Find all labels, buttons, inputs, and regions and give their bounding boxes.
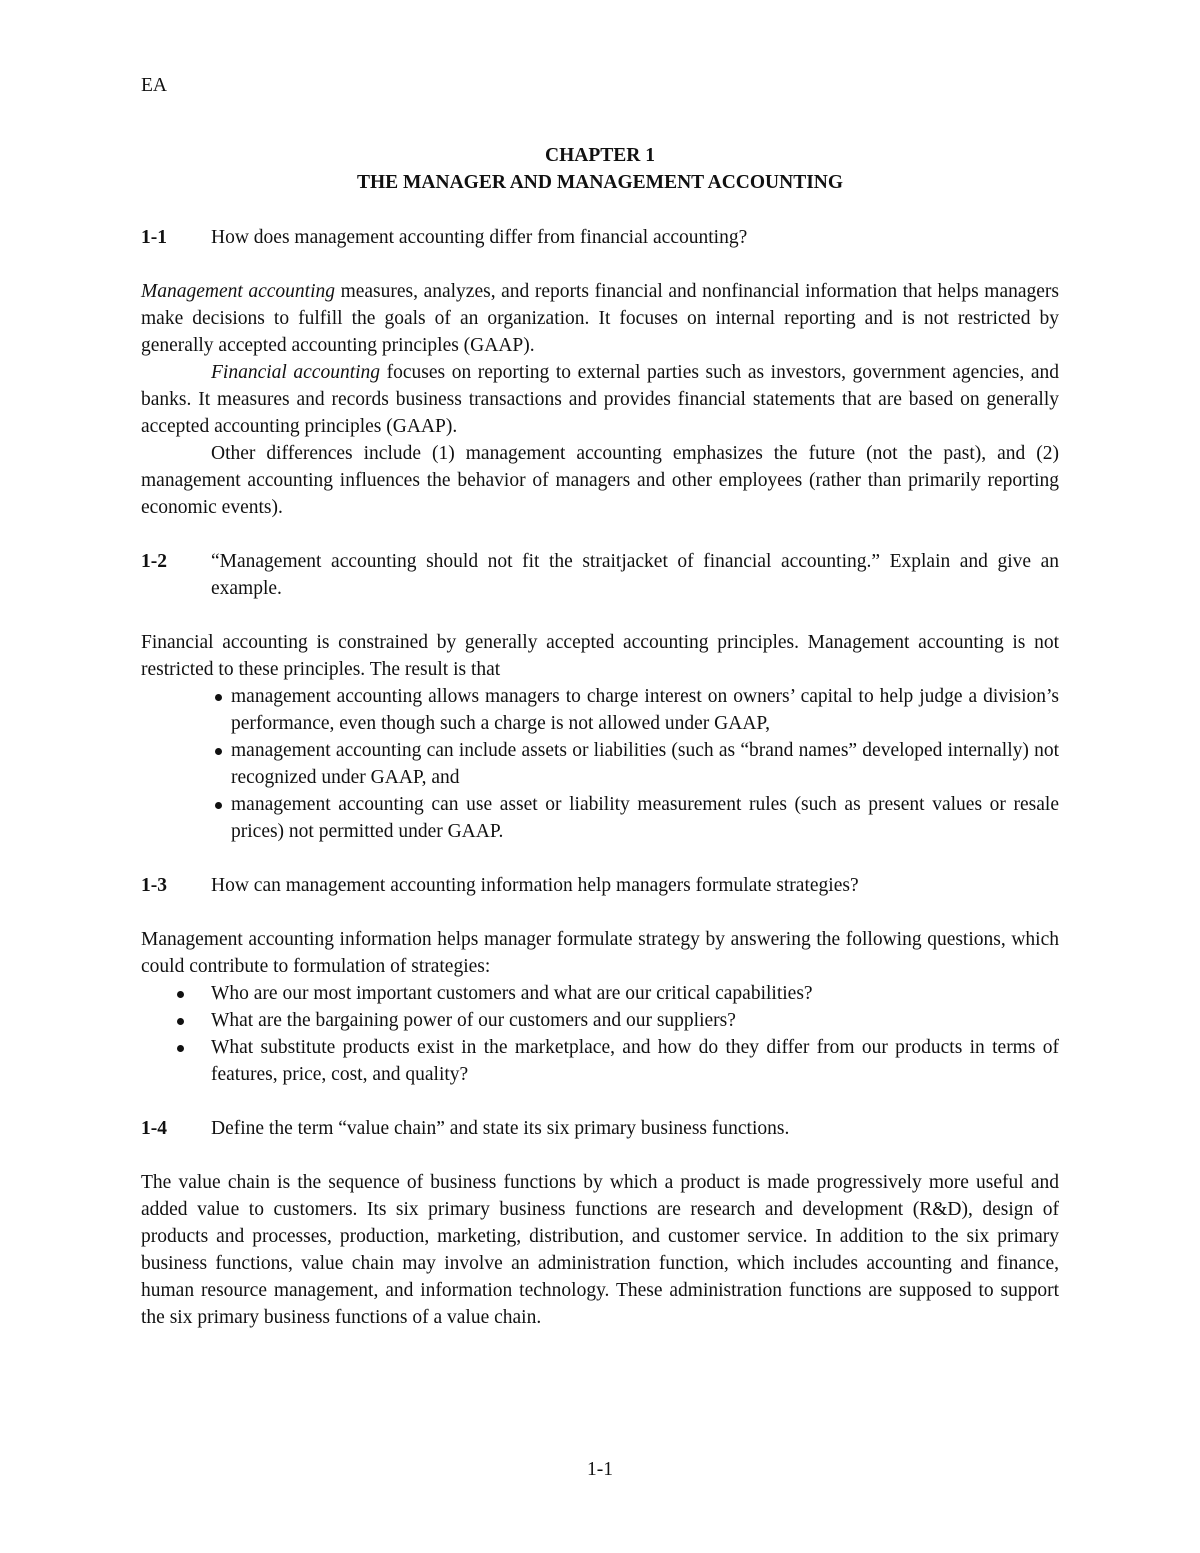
question-1-4	[141, 1115, 1059, 1142]
answer-paragraph: The value chain is the sequence of business functions by which a product is made progressively more useful and added value to customers. Its six primary business functions are research and development (R&D), design of products and processes, production, marketing, distribution, and customer service. In addition to the six primary business functions, value chain may involve an administration function, which includes accounting and finance, human resource management, and information technology. These administration functions are supposed to support the six primary business functions of a value chain.	[141, 1172, 1059, 1328]
page-number: 1-1	[587, 1459, 613, 1480]
answer-paragraph: Management accounting measures, analyzes, and reports financial and nonfinancial information that helps managers make decisions to fulfill the goals of an organization. It focuses on internal reporting and is not restricted by generally accepted accounting principles (GAAP).	[141, 281, 1059, 356]
bullet-icon	[177, 1018, 184, 1025]
question-text: Define the term “value chain” and state its six primary business functions.	[211, 1118, 790, 1139]
document-body	[141, 224, 1059, 1331]
question-number: 1-1	[141, 227, 167, 248]
bullet-icon	[215, 748, 222, 755]
answer-paragraph: Other differences include (1) management accounting emphasizes the future (not the past), and (2) management accounting influences the behavior of managers and other employees (rather than primarily reporting economic events).	[141, 443, 1059, 518]
term-management-accounting: Management accounting	[141, 281, 336, 302]
question-1-2	[141, 548, 1059, 602]
answer-paragraph: Financial accounting focuses on reporting to external parties such as investors, government agencies, and banks. It measures and records business transactions and provides financial statements that are based on generally accepted accounting principles (GAAP).	[141, 362, 1059, 437]
question-1-3	[141, 872, 1059, 899]
question-text: How does management accounting differ from financial accounting?	[211, 227, 748, 248]
answer-paragraph: Management accounting information helps manager formulate strategy by answering the following questions, which could contribute to formulation of strategies:	[141, 929, 1059, 977]
question-number: 1-3	[141, 875, 167, 896]
list-item: What are the bargaining power of our customers and our suppliers?	[141, 1007, 1059, 1034]
answer-paragraph: Financial accounting is constrained by generally accepted accounting principles. Management accounting is not restricted to these principles. The result is that	[141, 632, 1059, 680]
bullet-icon	[177, 1045, 184, 1052]
question-number: 1-4	[141, 1118, 167, 1139]
bullet-icon	[215, 694, 222, 701]
bullet-list	[141, 980, 1059, 1088]
chapter-title: THE MANAGER AND MANAGEMENT ACCOUNTING	[356, 172, 844, 193]
list-item: management accounting can include assets or liabilities (such as “brand names” developed internally) not recognized under GAAP, and	[141, 737, 1059, 791]
list-item: What substitute products exist in the marketplace, and how do they differ from our products in terms of features, price, cost, and quality?	[141, 1034, 1059, 1088]
header-tag: EA	[141, 75, 167, 96]
bullet-icon	[177, 991, 184, 998]
question-text: “Management accounting should not fit the straitjacket of financial accounting.” Explain and give an example.	[211, 551, 1059, 599]
bullet-list	[141, 683, 1059, 845]
list-item: Who are our most important customers and what are our critical capabilities?	[141, 980, 1059, 1007]
question-number: 1-2	[141, 551, 167, 572]
list-item: management accounting allows managers to charge interest on owners’ capital to help judge a division’s performance, even though such a charge is not allowed under GAAP,	[141, 683, 1059, 737]
question-text: How can management accounting information help managers formulate strategies?	[211, 875, 859, 896]
list-item: management accounting can use asset or liability measurement rules (such as present values or resale prices) not permitted under GAAP.	[141, 791, 1059, 845]
chapter-heading	[141, 142, 1059, 196]
term-financial-accounting: Financial accounting	[211, 362, 381, 383]
question-1-1	[141, 224, 1059, 251]
bullet-icon	[215, 802, 222, 809]
chapter-number: CHAPTER 1	[545, 145, 655, 166]
